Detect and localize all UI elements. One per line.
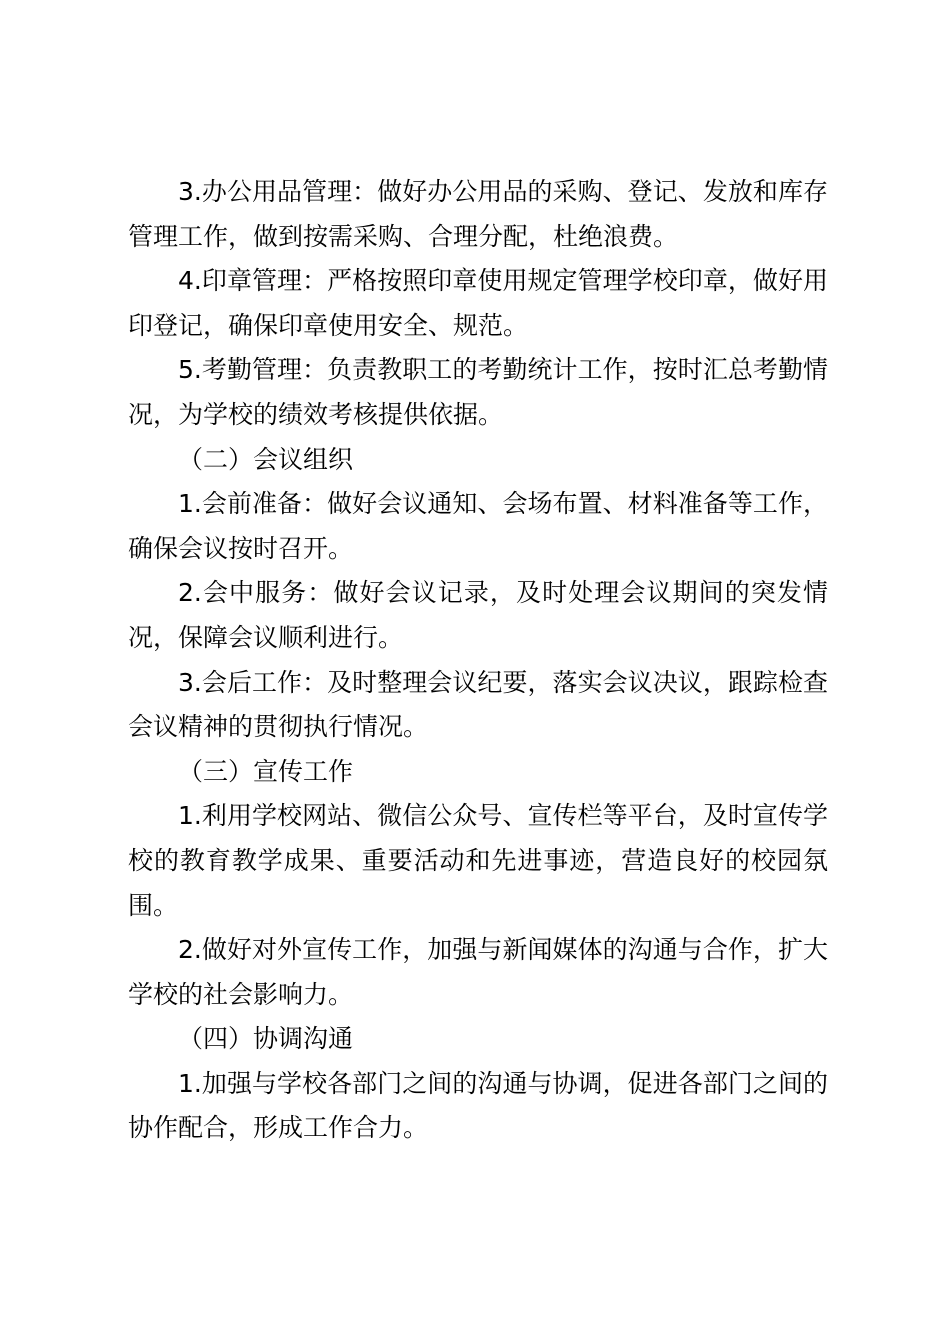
document-body bbox=[128, 170, 828, 1151]
paragraph-seal-management: 4.印章管理：严格按照印章使用规定管理学校印章，做好用印登记，确保印章使用安全、规范。 bbox=[128, 266, 828, 340]
paragraph-external-publicity: 2.做好对外宣传工作，加强与新闻媒体的沟通与合作，扩大学校的社会影响力。 bbox=[128, 935, 828, 1009]
paragraph-in-meeting: 2.会中服务：做好会议记录，及时处理会议期间的突发情况，保障会议顺利进行。 bbox=[128, 578, 828, 652]
paragraph-attendance: 5.考勤管理：负责教职工的考勤统计工作，按时汇总考勤情况，为学校的绩效考核提供依据。 bbox=[128, 355, 828, 429]
paragraph-post-meeting: 3.会后工作：及时整理会议纪要，落实会议决议，跟踪检查会议精神的贯彻执行情况。 bbox=[128, 667, 828, 742]
paragraph-coordination: 1.加强与学校各部门之间的沟通与协调，促进各部门之间的协作配合，形成工作合力。 bbox=[128, 1068, 828, 1143]
paragraph-platforms: 1.利用学校网站、微信公众号、宣传栏等平台，及时宣传学校的教育教学成果、重要活动和先进事迹，营造良好的校园氛围。 bbox=[128, 801, 828, 920]
section-heading-meetings: （二）会议组织 bbox=[178, 444, 354, 474]
paragraph-pre-meeting: 1.会前准备：做好会议通知、会场布置、材料准备等工作，确保会议按时召开。 bbox=[128, 489, 828, 563]
paragraph-office-supplies: 3.办公用品管理：做好办公用品的采购、登记、发放和库存管理工作，做到按需采购、合理分配，杜绝浪费。 bbox=[128, 177, 828, 251]
section-heading-coordination: （四）协调沟通 bbox=[178, 1024, 354, 1054]
section-heading-publicity: （三）宣传工作 bbox=[178, 756, 354, 786]
